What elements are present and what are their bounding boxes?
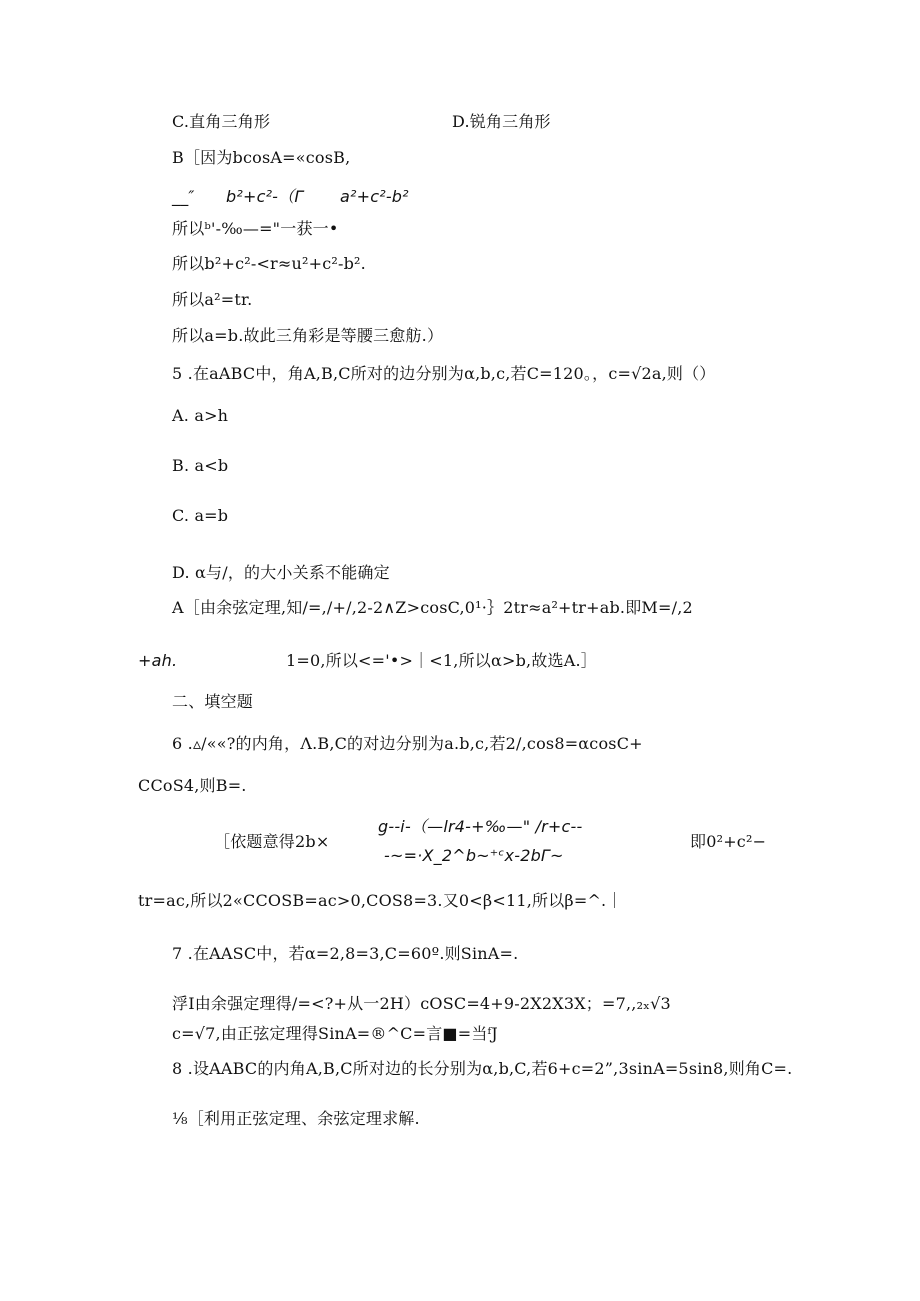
derivation-line-2: 所以b²+c²-<r≈u²+c²-b².	[172, 254, 366, 273]
question-6-answer-right: 即0²+c²−	[690, 832, 767, 851]
question-5-answer-line-1: A［由余弦定理,知/=,/+/,2-2∧Z>cosC,0¹·｝2tr≈a²+tr+ab.即M=/,2	[172, 598, 693, 617]
question-5-option-d: D. α与/，的大小关系不能确定	[172, 563, 390, 582]
question-8: 8 .设AABC的内角A,B,C所对边的长分别为α,b,C,若6+c=2”,3sinA=5sin8,则角C=.	[172, 1059, 793, 1078]
question-5-option-c: C. a=b	[172, 506, 229, 525]
section-heading-fill-in: 二、填空题	[172, 692, 254, 711]
question-5-option-a: A. a>h	[172, 406, 229, 425]
question-6-answer-line-2: tr=ac,所以2«CCOSB=ac>0,COS8=3.又0<β<11,所以β=^.｜	[138, 891, 623, 910]
derivation-line-4: 所以a=b.故此三角彩是等腰三愈舫.）	[172, 326, 444, 345]
question-6-answer-fraction-top: g--i-（—lr4-+‰—" ∕r+c--	[378, 817, 583, 836]
option-d: D.锐角三角形	[452, 112, 551, 131]
question-5: 5 .在aABC中，角A,B,C所对的边分别为α,b,c,若C=120。，c=√2a,则（）	[172, 364, 716, 383]
fraction-top-mid: b²+c²-（Γ	[226, 187, 304, 206]
question-5-option-b: B. a<b	[172, 456, 229, 475]
derivation-line-3: 所以a²=tr.	[172, 290, 253, 309]
derivation-line-1: 所以ᵇ'-‰—="一获一•	[172, 219, 339, 238]
question-5-answer-line-2a: +ah.	[138, 651, 178, 670]
question-7-answer-line-1: 浮I由余强定理得/=<?+从一2H）ᴄOSC=4+9-2X2X3X；=7,,₂ₓ√3	[172, 994, 671, 1013]
answer-b-start: B［因为bcosA=«cosB,	[172, 148, 351, 167]
question-6: 6 .▵/««?的内角，Λ.B,C的对边分别为a.b,c,若2∕,cos8=αcosC+	[172, 734, 643, 753]
fraction-top-left: __″	[172, 187, 195, 206]
question-7: 7 .在AASC中，若α=2,8=3,C=60º.则SinA=.	[172, 944, 519, 963]
question-5-answer-line-2b: 1=0,所以<='•>｜<1,所以α>b,故选A.］	[286, 651, 597, 670]
question-6-answer-fraction-bottom: -~=·X_2^b~⁺ᶜx-2bΓ~	[384, 846, 564, 865]
fraction-top-right: a²+c²-b²	[340, 187, 409, 206]
question-6-answer-left: ［依题意得2b×	[214, 832, 330, 851]
question-7-answer-line-2: c=√7,由正弦定理得SinA=®^C=言■=当ᶠJ	[172, 1024, 498, 1043]
option-c: C.直角三角形	[172, 112, 271, 131]
question-6-continued: CCoS4,则B=.	[138, 776, 247, 795]
question-8-answer: ⅛［利用正弦定理、余弦定理求解.	[172, 1109, 420, 1128]
